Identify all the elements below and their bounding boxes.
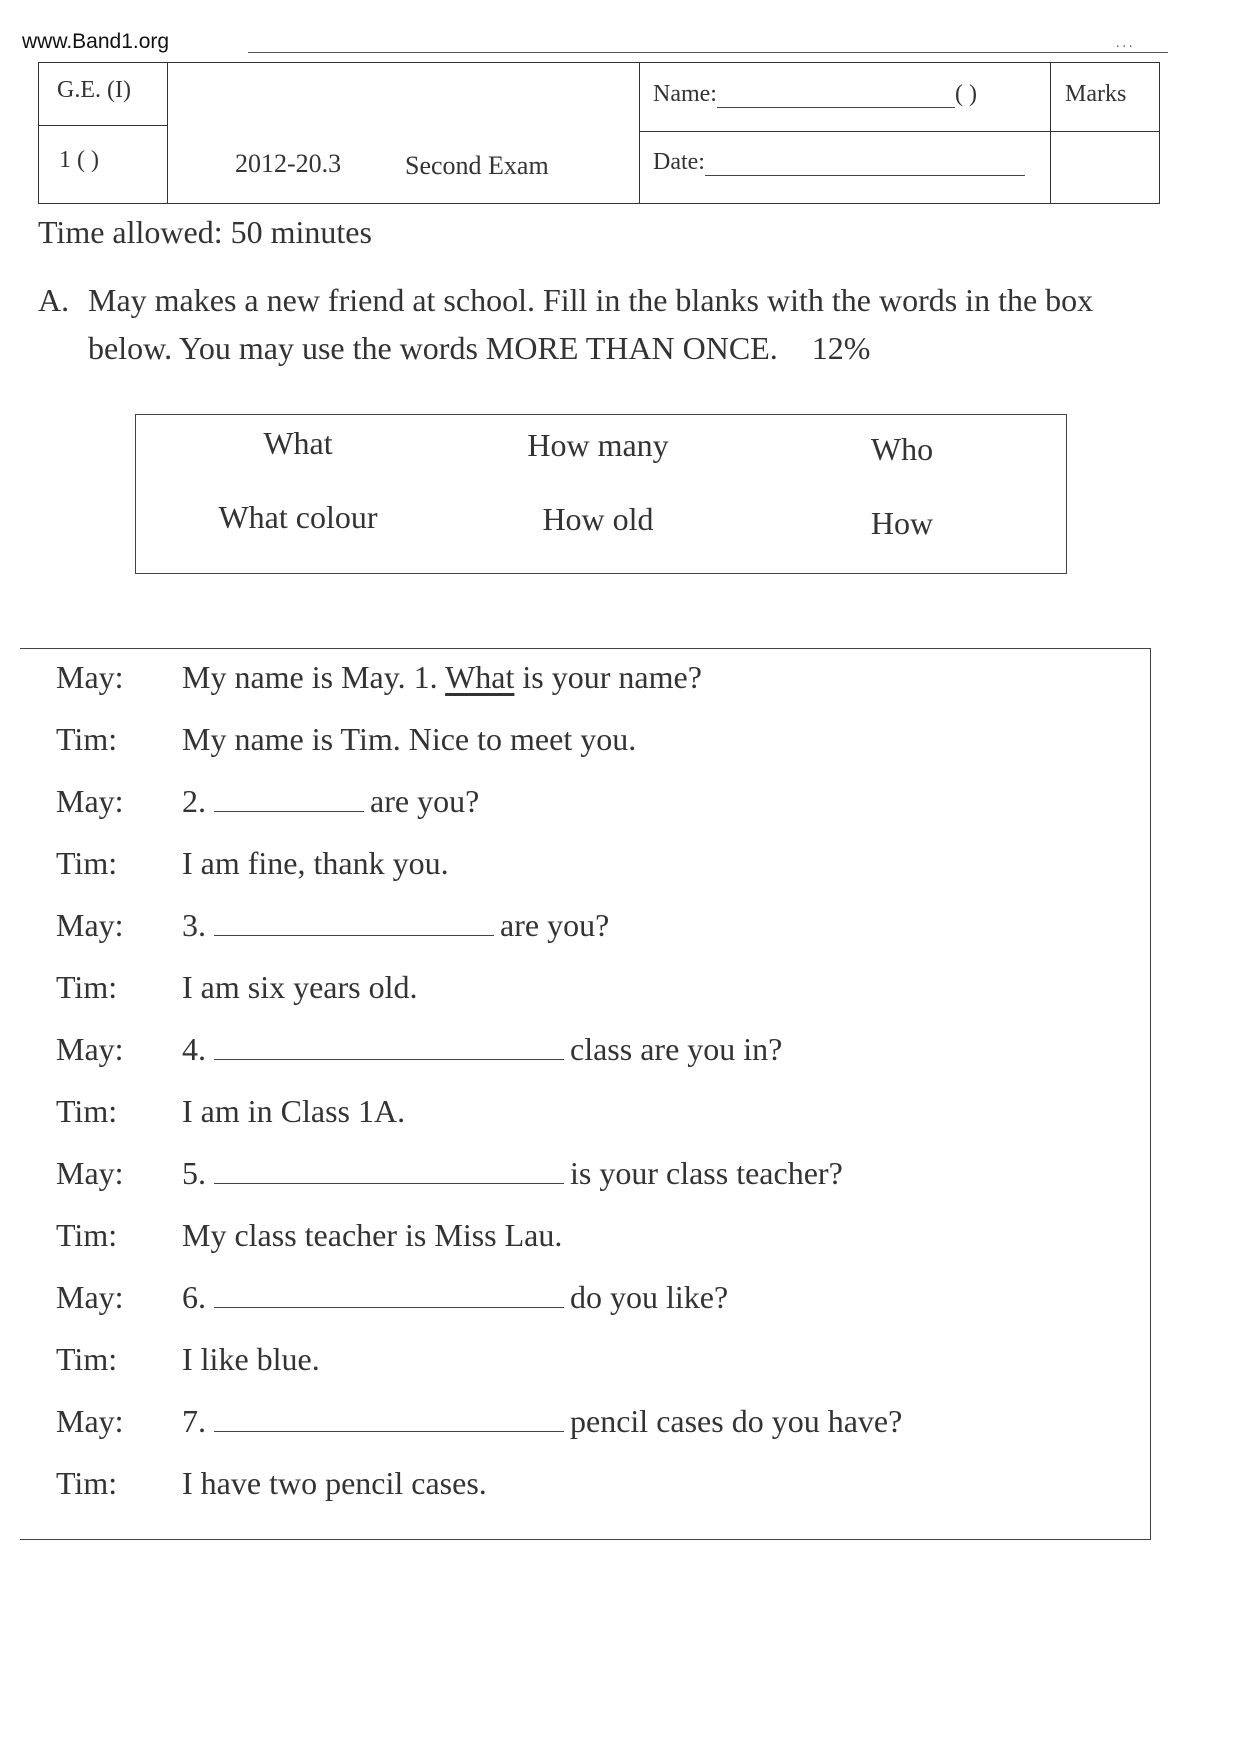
speaker: Tim:	[56, 845, 118, 881]
top-rule	[248, 52, 1168, 53]
section-a-percent: 12%	[811, 330, 871, 366]
answer-blank-3[interactable]	[214, 907, 494, 936]
speaker: Tim:	[56, 1465, 118, 1501]
line-text: My class teacher is Miss Lau.	[182, 1217, 563, 1253]
speaker: Tim:	[56, 721, 118, 757]
class-number-paren: ( )	[954, 81, 977, 107]
speaker: May:	[56, 659, 124, 695]
line-text: My name is Tim. Nice to meet you.	[182, 721, 637, 757]
question-number: 4.	[182, 1031, 206, 1067]
line-text: I am six years old.	[182, 969, 418, 1005]
exam-title: Second Exam	[405, 151, 549, 180]
speaker: May:	[56, 1403, 124, 1439]
line-text: I have two pencil cases.	[182, 1465, 487, 1501]
answer-example: What	[445, 659, 515, 695]
line-text: My name is May.	[182, 659, 406, 695]
line-text: I am in Class 1A.	[182, 1093, 406, 1129]
line-text: do you like?	[570, 1279, 729, 1315]
date-field[interactable]	[653, 149, 1025, 176]
answer-blank-5[interactable]	[214, 1155, 564, 1184]
line-text: pencil cases do you have?	[570, 1403, 903, 1439]
line-text: are you?	[370, 783, 480, 819]
question-number: 2.	[182, 783, 206, 819]
speaker: Tim:	[56, 1341, 118, 1377]
speaker: May:	[56, 1155, 124, 1191]
class-number: 1 ( )	[59, 147, 99, 173]
question-number: 6.	[182, 1279, 206, 1315]
class-label: G.E. (I)	[57, 77, 131, 103]
speaker: Tim:	[56, 969, 118, 1005]
word-what: What	[263, 425, 333, 461]
exam-header	[38, 62, 1160, 204]
answer-blank-2[interactable]	[214, 783, 364, 812]
speaker: Tim:	[56, 1217, 118, 1253]
site-watermark: www.Band1.org	[22, 30, 170, 53]
line-text: are you?	[500, 907, 610, 943]
word-box	[135, 414, 1067, 574]
speaker: Tim:	[56, 1093, 118, 1129]
section-a-text: May makes a new friend at school. Fill in the blanks with the words in the box below. You may use the words MORE THAN ONCE.	[88, 282, 1094, 366]
speaker: May:	[56, 1279, 124, 1315]
time-allowed: Time allowed: 50 minutes	[38, 214, 372, 250]
marks-label: Marks	[1065, 81, 1127, 107]
speaker: May:	[56, 907, 124, 943]
word-how: How	[870, 505, 934, 541]
top-marks: ...	[1116, 36, 1136, 51]
word-how-old: How old	[542, 501, 654, 537]
section-a-label: A.	[38, 282, 70, 318]
speaker: May:	[56, 783, 124, 819]
answer-blank-7[interactable]	[214, 1403, 564, 1432]
word-how-many: How many	[527, 427, 669, 463]
dialogue-box	[20, 648, 1151, 1540]
name-field[interactable]	[653, 81, 977, 108]
question-number: 7.	[182, 1403, 206, 1439]
question-number: 5.	[182, 1155, 206, 1191]
line-text: I am fine, thank you.	[182, 845, 449, 881]
section-a-instruction	[38, 276, 1148, 372]
date-label: Date:	[653, 149, 705, 175]
question-number: 1.	[413, 659, 438, 695]
word-what-colour: What colour	[218, 499, 378, 535]
speaker: May:	[56, 1031, 124, 1067]
question-number: 3.	[182, 907, 206, 943]
line-text: I like blue.	[182, 1341, 320, 1377]
exam-date-code: 2012-20.3	[235, 149, 342, 178]
line-text: class are you in?	[570, 1031, 783, 1067]
answer-blank-4[interactable]	[214, 1031, 564, 1060]
line-text: is your class teacher?	[570, 1155, 843, 1191]
word-who: Who	[870, 431, 934, 467]
line-text: is your name?	[522, 659, 702, 695]
answer-blank-6[interactable]	[214, 1279, 564, 1308]
name-label: Name:	[653, 81, 717, 107]
